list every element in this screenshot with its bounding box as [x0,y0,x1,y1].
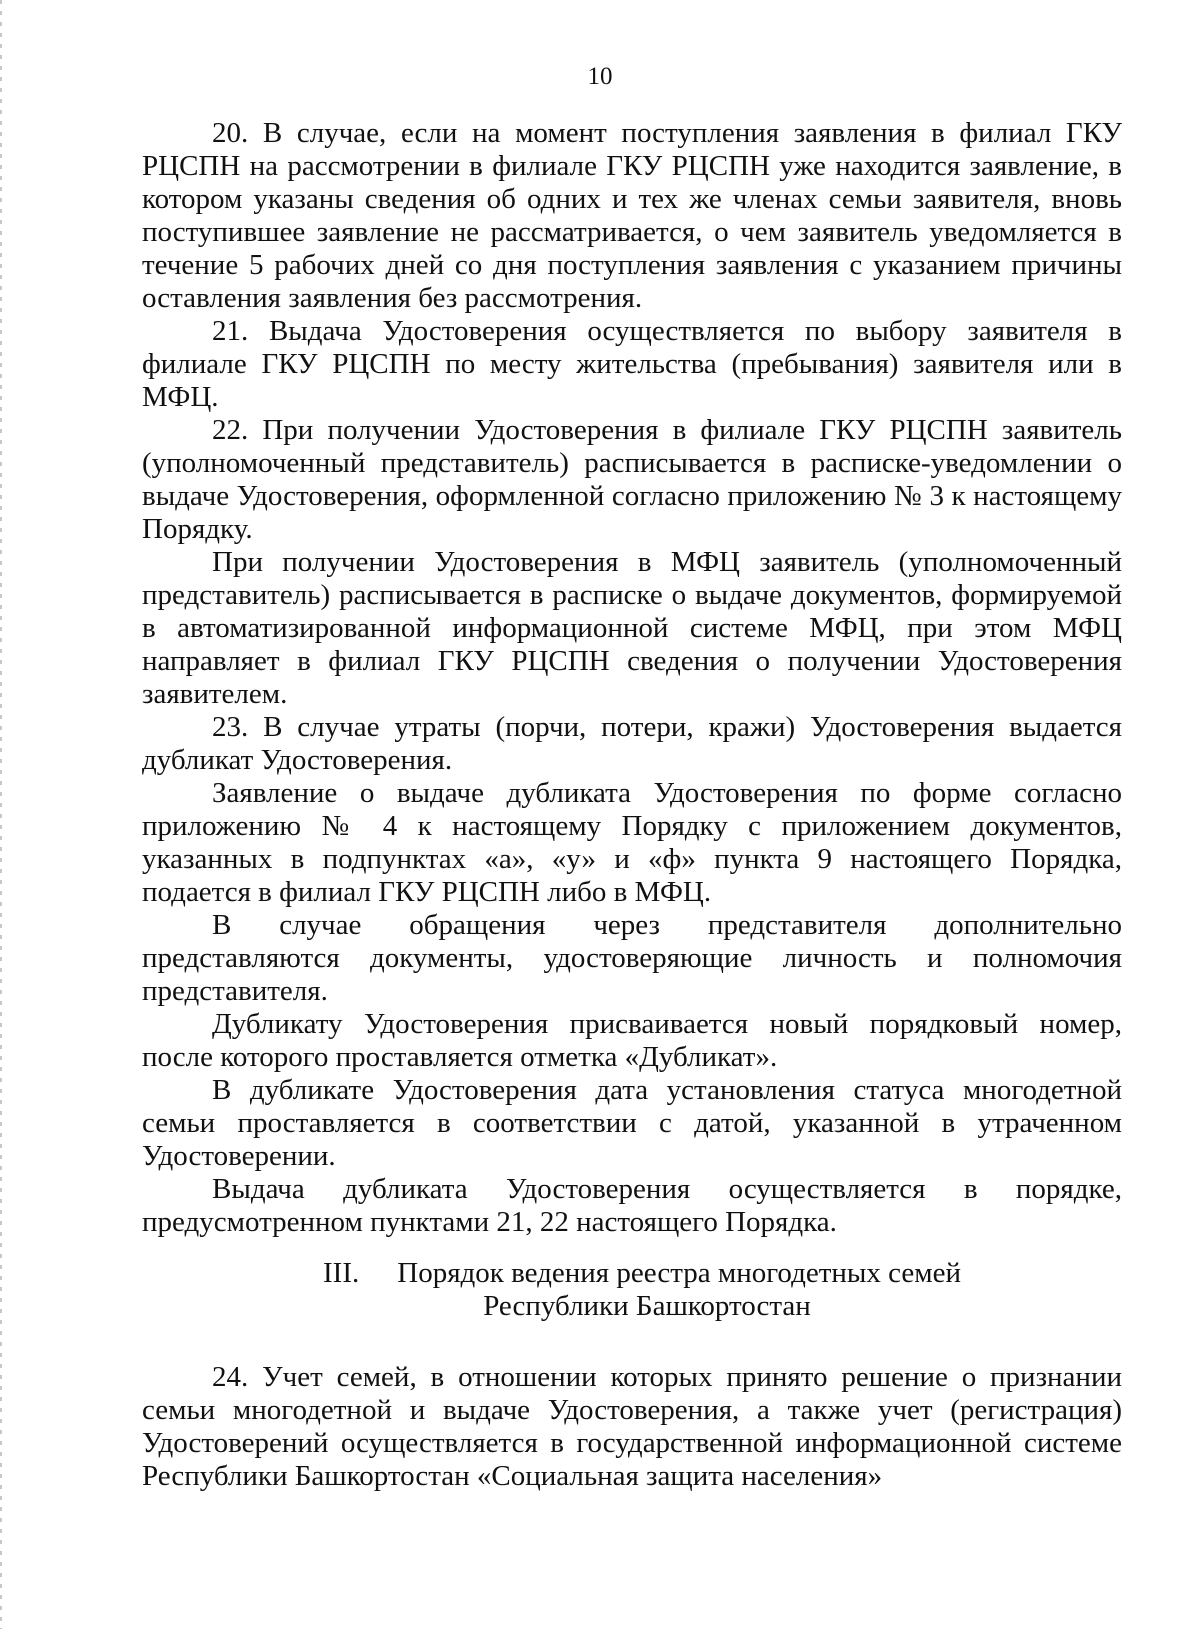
section-heading-line-1 [142,1257,1122,1290]
paragraph-20: 20. В случае, если на момент поступления заявления в филиал ГКУ РЦСПН на рассмотрении в филиале ГКУ РЦСПН уже находится заявление, в котором указаны сведения об одних и тех же членах семьи заявителя, вновь поступившее заявление не рассматривается, о чем заявитель уведомляется в течение 5 рабочих дней со дня поступления заявления с указанием причины оставления заявления без рассмотрения. [142,117,1122,314]
paragraph-24: 24. Учет семей, в отношении которых принято решение о признании семьи многодетной и выдаче Удостоверения, а также учет (регистрация) Удостоверений осуществляется в государственной информационной системе Республики Башкортостан «Социальная защита населения» [142,1361,1122,1492]
paragraph-23-number: Дубликату Удостоверения присваивается новый порядковый номер, после которого проставляется отметка «Дубликат». [142,1008,1122,1073]
section-title-line-2: Республики Башкортостан [483,1290,811,1322]
paragraph-23-representative: В случае обращения через представителя дополнительно представляются документы, удостоверяющие личность и полномочия представителя. [142,909,1122,1007]
paragraph-23-date: В дубликате Удостоверения дата установления статуса многодетной семьи проставляется в соответствии с датой, указанной в утраченном Удостоверении. [142,1074,1122,1172]
paragraph-23-issue: Выдача дубликата Удостоверения осуществляется в порядке, предусмотренном пунктами 21, 22 настоящего Порядка. [142,1173,1122,1238]
section-number: III. [323,1257,360,1289]
paragraph-22: 22. При получении Удостоверения в филиале ГКУ РЦСПН заявитель (уполномоченный представитель) расписывается в расписке-уведомлении о выдаче Удостоверения, оформленной согласно приложению № 3 к настоящему Порядку. [142,414,1122,545]
paragraph-23-application: Заявление о выдаче дубликата Удостоверения по форме согласно приложению № 4 к настоящему Порядку с приложением документов, указанных в подпунктах «а», «у» и «ф» пункта 9 настоящего Порядка, подается в филиал ГКУ РЦСПН либо в МФЦ. [142,777,1122,908]
page-number: 10 [587,63,613,90]
paragraph-23: 23. В случае утраты (порчи, потери, кражи) Удостоверения выдается дубликат Удостоверения. [142,711,1122,776]
scan-edge-mark [0,0,2,1629]
paragraph-22-mfc: При получении Удостоверения в МФЦ заявитель (уполномоченный представитель) расписывается в расписке о выдаче документов, формируемой в автоматизированной информационной системе МФЦ, при этом МФЦ направляет в филиал ГКУ РЦСПН сведения о получении Удостоверения заявителем. [142,546,1122,710]
section-heading [142,1257,1122,1323]
section-title-line-1: Порядок ведения реестра многодетных семей [397,1257,961,1289]
paragraph-21: 21. Выдача Удостоверения осуществляется по выбору заявителя в филиале ГКУ РЦСПН по месту жительства (пребывания) заявителя или в МФЦ. [142,315,1122,413]
document-body [142,117,1122,1493]
